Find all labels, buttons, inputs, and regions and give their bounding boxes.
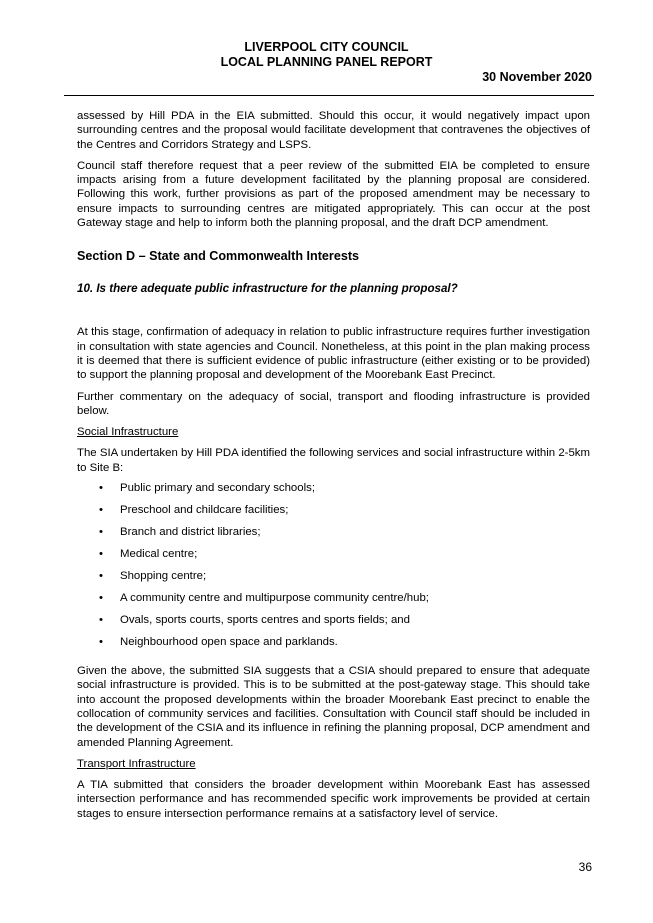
paragraph-peer-review: Council staff therefore request that a peer review of the submitted EIA be completed to ensure impacts arising from a future development facilitated by the planning proposal are considered. Following this work, further provisions as part of the proposed amendment may be necessary to ensure impacts to surrounding centres are mitigated appropriately. This can occur at the post Gateway stage and help to inform both the planning proposal, and the draft DCP amendment. [77,159,590,230]
bullet-icon: • [99,504,103,517]
list-item [77,481,590,503]
services-list [77,481,590,657]
list-item-text: Branch and district libraries; [120,526,261,539]
bullet-icon: • [99,548,103,561]
section-heading: Section D – State and Commonwealth Interests [77,249,360,264]
list-item-text: Public primary and secondary schools; [120,482,315,495]
subheading-transport-infrastructure: Transport Infrastructure [77,757,196,770]
list-item-text: Medical centre; [120,548,198,561]
bullet-icon: • [99,614,103,627]
list-item-text: Ovals, sports courts, sports centres and sports fields; and [120,614,410,627]
bullet-icon: • [99,636,103,649]
header-date: 30 November 2020 [482,70,592,84]
list-item-text: Neighbourhood open space and parklands. [120,636,338,649]
header-council-name: LIVERPOOL CITY COUNCIL [244,40,409,54]
list-item [77,569,590,591]
list-item-text: A community centre and multipurpose community centre/hub; [120,592,429,605]
list-item [77,547,590,569]
bullet-icon: • [99,592,103,605]
bullet-icon: • [99,526,103,539]
paragraph-infrastructure-adequacy: At this stage, confirmation of adequacy in relation to public infrastructure requires further investigation in consultation with state agencies and Council. Nonetheless, at this point in the plan making process it is deemed that there is sufficient evidence of public infrastructure (either existing or to be provided) to support the planning proposal and development of the Moorebank East Precinct. [77,326,590,382]
paragraph-tia: A TIA submitted that considers the broader development within Moorebank East has assessed intersection performance and has recommended specific work improvements be provided at certain stages to ensure intersection performance remains at a satisfactory level of service. [77,779,590,820]
list-item [77,613,590,635]
list-item [77,503,590,525]
bullet-icon: • [99,570,103,583]
paragraph-eia-impact: assessed by Hill PDA in the EIA submitted. Should this occur, it would negatively impact upon surrounding centres and the proposal would facilitate development that contravenes the objectives of the Centres and Corridors Strategy and LSPS. [77,110,590,151]
paragraph-csia: Given the above, the submitted SIA suggests that a CSIA should prepared to ensure that adequate social infrastructure is provided. This is to be submitted at the post-gateway stage. This should take into account the proposed developments within the broader Moorebank East precinct to enable the collocation of community services and facilities. Consultation with Council staff should be included in the development of the CSIA and its influence in refining the planning proposal, DCP amendment and amended Planning Agreement. [77,665,590,749]
paragraph-sia-services: The SIA undertaken by Hill PDA identified the following services and social infrastructure within 2-5km to Site B: [77,447,590,474]
header-report-title: LOCAL PLANNING PANEL REPORT [220,55,433,69]
list-item [77,525,590,547]
bullet-icon: • [99,482,103,495]
question-heading: 10. Is there adequate public infrastructure for the planning proposal? [77,282,458,296]
list-item-text: Shopping centre; [120,570,207,583]
list-item [77,635,590,657]
list-item [77,591,590,613]
subheading-social-infrastructure: Social Infrastructure [77,426,179,439]
header-divider [64,95,594,96]
report-body [77,109,590,828]
page-number: 36 [578,860,592,874]
paragraph-further-commentary: Further commentary on the adequacy of social, transport and flooding infrastructure is provided below. [77,390,590,417]
list-item-text: Preschool and childcare facilities; [120,504,289,517]
